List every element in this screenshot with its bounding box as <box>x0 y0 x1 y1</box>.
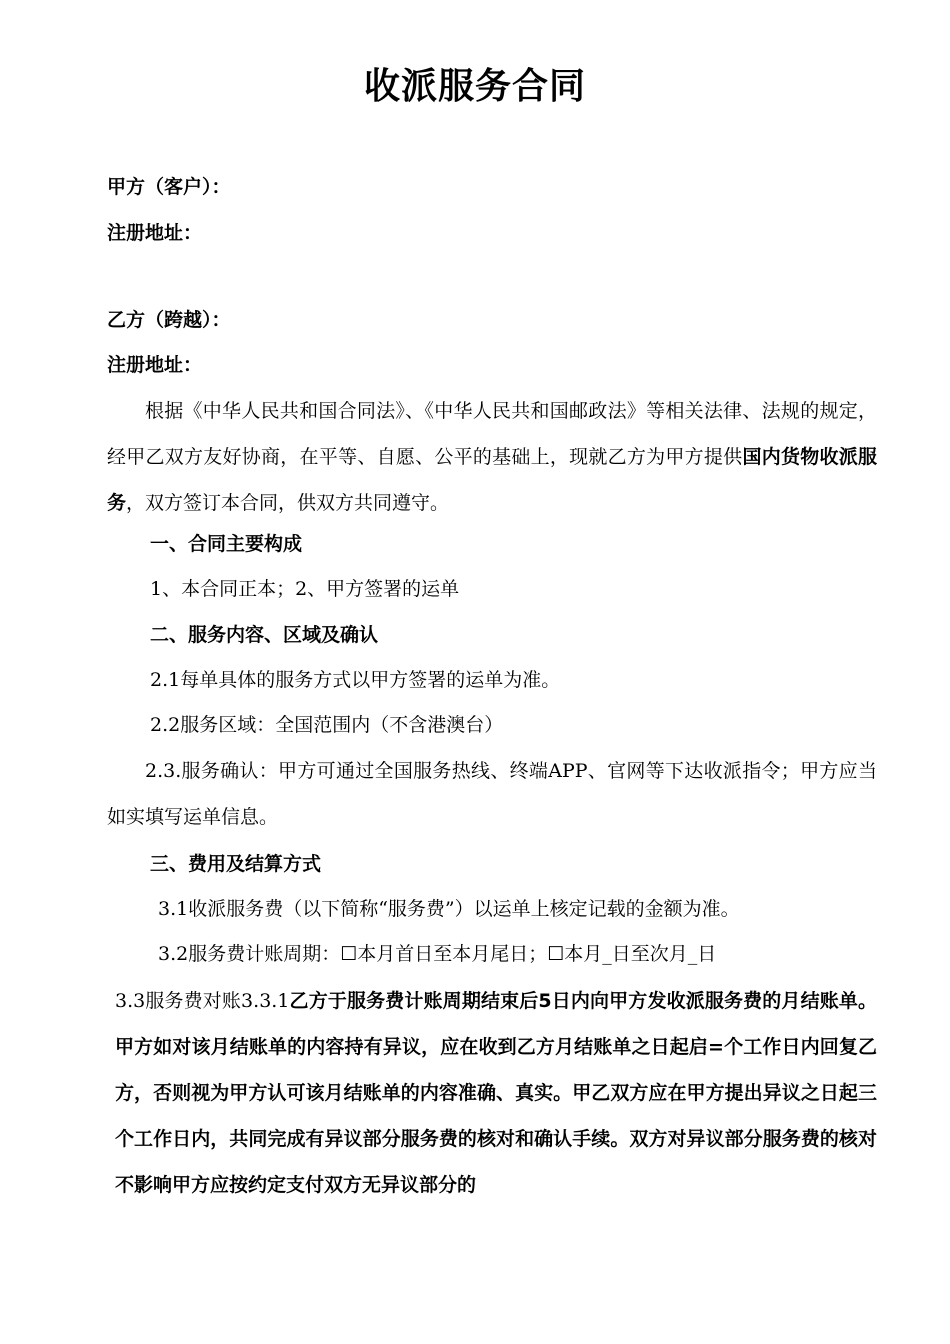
party-a-label: 甲方（客户）： <box>107 176 231 198</box>
section2-item-2: 2.2服务区域：全国范围内（不含港澳台） <box>150 714 504 736</box>
section3-heading: 三、费用及结算方式 <box>150 853 322 875</box>
intro-service-name: 国内货物收派服务 <box>107 446 877 514</box>
party-a-address-label: 注册地址： <box>107 222 203 244</box>
intro-paragraph <box>107 388 877 526</box>
section2-item-3: 2.3.服务确认：甲方可通过全国服务热线、终端APP、官网等下达收派指令；甲方应当如实填写运单信息。 <box>107 760 877 828</box>
section2-heading: 二、服务内容、区域及确认 <box>150 624 379 646</box>
document-title: 收派服务合同 <box>363 66 586 107</box>
intro-text-1: 根据《中华人民共和国合同法》、《中华人民共和国邮政法》等相关法律、法规的规定，经甲乙双方友好协商，在平等、自愿、公平的基础上，现就乙方为甲方提供 <box>107 400 877 468</box>
section3-item-2: 3.2服务费计账周期：☐本月首日至本月尾日；☐本月_日至次月_日 <box>158 943 717 965</box>
party-b-label: 乙方（跨越）： <box>107 309 231 331</box>
section2-item-1: 2.1每单具体的服务方式以甲方签署的运单为准。 <box>150 669 561 691</box>
party-b-address-label: 注册地址： <box>107 354 203 376</box>
section3-item-1: 3.1收派服务费（以下简称“服务费”）以运单上核定记载的金额为准。 <box>158 898 740 920</box>
section3-item-3 <box>115 978 877 1208</box>
intro-text-2: ，双方签订本合同，供双方共同遵守。 <box>126 492 450 514</box>
section1-item: 1、本合同正本；2、甲方签署的运单 <box>150 578 460 600</box>
settlement-terms: 乙方于服务费计账周期结束后5日内向甲方发收派服务费的月结账单。甲方如对该月结账单的内容持有异议，应在收到乙方月结账单之日起启=个工作日内回复乙方，否则视为甲方认可该月结账单的内容准确、真实。甲乙双方应在甲方提出异议之日起三个工作日内，共同完成有异议部分服务费的核对和确认手续。双方对异议部分服务费的核对不影响甲方应按约定支付双方无异议部分的 <box>115 990 877 1196</box>
settlement-prefix: 3.3服务费对账3.3.1 <box>115 990 290 1012</box>
section1-heading: 一、合同主要构成 <box>150 533 303 555</box>
